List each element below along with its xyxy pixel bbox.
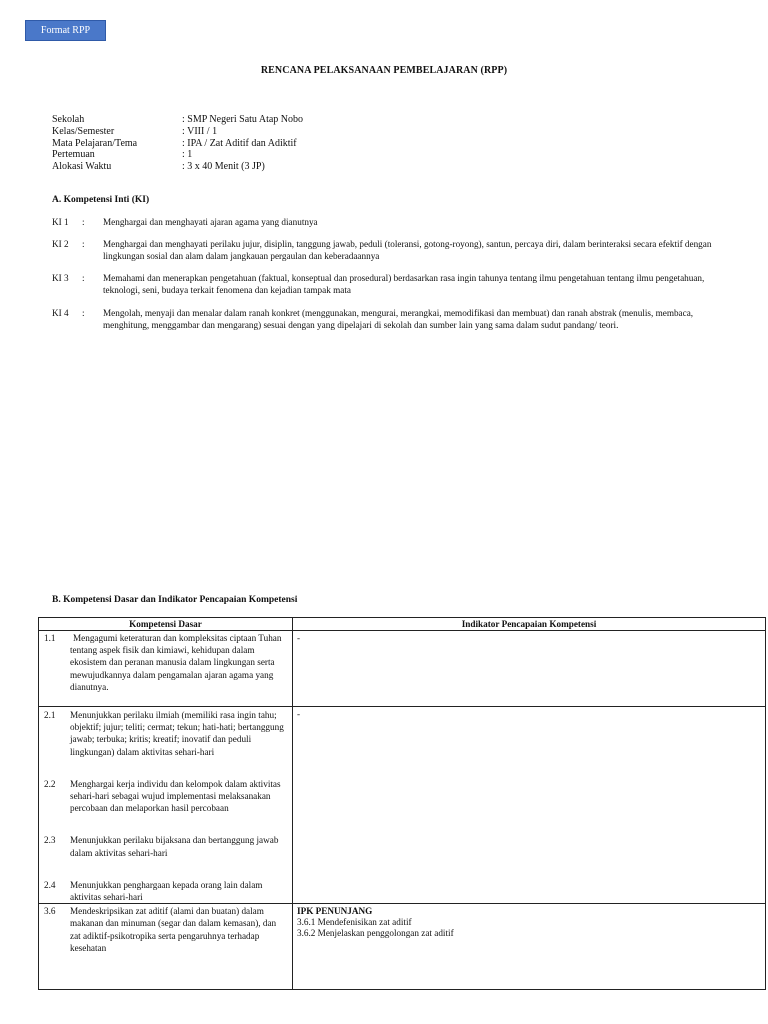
kd-item [39,778,292,815]
info-value: : 1 [182,149,193,161]
kd-number: 2.2 [44,778,56,789]
ki-text: Menghargai dan menghayati perilaku jujur, disiplin, tanggung jawab, peduli (toleransi, gotong-royong), santun, percaya diri, dalam berinteraksi secara efektif dengan lingkungan sosial dan alam dalam jangkauan pergaulan dan keberadaannya [103,239,712,261]
ki-item [52,239,722,262]
ipk-heading: IPK PENUNJANG [297,906,373,917]
kd-item [39,631,292,693]
ki-colon: : [82,273,85,283]
ipk-item: 3.6.2 Menjelaskan penggolongan zat aditif [297,928,454,939]
kd-text: Menunjukkan perilaku ilmiah (memiliki rasa ingin tahu; objektif; jujur; teliti; cermat; tekun; hati-hati; bertanggung jawab; terbuka; kritis; kreatif; inovatif dan peduli lingkungan) dalam aktivitas sehari-hari [70,710,284,757]
kd-number: 2.4 [44,879,56,890]
kd-item [39,834,292,858]
kd-item [39,707,292,758]
ki-item [52,217,722,229]
kd-ipk-table [38,617,766,990]
info-row-mapel [52,138,303,150]
ki-code: KI 2 [52,239,69,249]
info-label: Alokasi Waktu [52,161,112,173]
info-label: Pertemuan [52,149,95,161]
info-value: : VIII / 1 [182,125,218,137]
ki-item [52,273,722,296]
kd-number: 2.1 [44,710,56,720]
ki-colon: : [82,217,85,227]
table-row [39,631,766,707]
ipk-cell [293,904,766,990]
kd-cell [39,631,293,707]
kd-text: Menunjukkan penghargaan kepada orang lain dalam aktivitas sehari-hari [70,879,263,903]
ipk-text: - [297,633,301,643]
info-value: : IPA / Zat Aditif dan Adiktif [182,137,297,149]
kd-text: Menghargai kerja individu dan kelompok dalam aktivitas sehari-hari sebagai wujud implementasi melaksanakan percobaan dan melaporkan hasil percobaan [70,778,281,814]
ipk-item: 3.6.1 Mendefenisikan zat aditif [297,917,412,928]
format-rpp-button[interactable]: Format RPP [25,20,106,41]
ki-item [52,308,722,331]
col-header-kd: Kompetensi Dasar [39,618,293,631]
info-label: Kelas/Semester [52,125,115,137]
info-value: : 3 x 40 Menit (3 JP) [182,161,265,173]
kd-cell [39,904,293,990]
section-b-heading: B. Kompetensi Dasar dan Indikator Pencapaian Kompetensi [52,595,298,605]
section-a-heading: A. Kompetensi Inti (KI) [52,195,150,205]
ki-code: KI 3 [52,273,69,283]
info-value: : SMP Negeri Satu Atap Nobo [182,114,304,125]
school-info [52,114,303,173]
ki-text: Mengolah, menyaji dan menalar dalam ranah konkret (menggunakan, mengurai, merangkai, memodifikasi dan membuat) dan ranah abstrak (menulis, membaca, menghitung, menggambar dan mengarang) sesuai dengan yang dipelajari di sekolah dan sumber lain yang sama dalam sudut pandang/ teori. [103,308,694,330]
kd-number: 1.1 [44,633,56,643]
ki-colon: : [82,308,85,318]
info-row-sekolah [52,114,303,126]
kd-number: 3.6 [44,906,56,917]
info-label: Sekolah [52,114,85,125]
ki-code: KI 1 [52,217,69,227]
kd-item [39,904,292,954]
kd-cell [39,707,293,904]
ki-code: KI 4 [52,308,69,318]
table-header-row [39,618,766,631]
ipk-cell [293,631,766,707]
ki-colon: : [82,239,85,249]
info-row-alokasi [52,161,303,173]
col-header-ipk: Indikator Pencapaian Kompetensi [293,618,766,631]
info-row-pertemuan [52,149,303,161]
ipk-text: - [297,709,301,719]
kd-text: Menunjukkan perilaku bijaksana dan bertanggung jawab dalam aktivitas sehari-hari [70,835,279,858]
kd-text: Mendeskripsikan zat aditif (alami dan buatan) dalam makanan dan minuman (segar dan dalam kemasan), dan zat adiktif-psikotropika serta pengaruhnya terhadap kesehatan [70,906,277,953]
kd-item [39,879,292,903]
kd-number: 2.3 [44,835,56,846]
kd-text: Mengagumi keteraturan dan kompleksitas ciptaan Tuhan tentang aspek fisik dan kimiawi, kehidupan dalam ekosistem dan peranan manusia dalam lingkungan serta mewujudkannya dalam pengamalan ajaran agama yang dianutnya. [70,633,282,692]
ki-text: Memahami dan menerapkan pengetahuan (faktual, konseptual dan prosedural) berdasarkan rasa ingin tahunya tentang ilmu pengetahuan tentang ilmu pengetahuan, teknologi, seni, budaya terkait fenomena dan kejadian tampak mata [103,273,705,295]
table-row [39,904,766,990]
ki-text: Menghargai dan menghayati ajaran agama yang dianutnya [103,217,318,227]
info-label: Mata Pelajaran/Tema [52,137,138,149]
table-row [39,707,766,904]
document-title: RENCANA PELAKSANAAN PEMBELAJARAN (RPP) [260,65,508,76]
info-row-kelas [52,126,303,138]
ipk-list [293,904,765,941]
ipk-cell [293,707,766,904]
